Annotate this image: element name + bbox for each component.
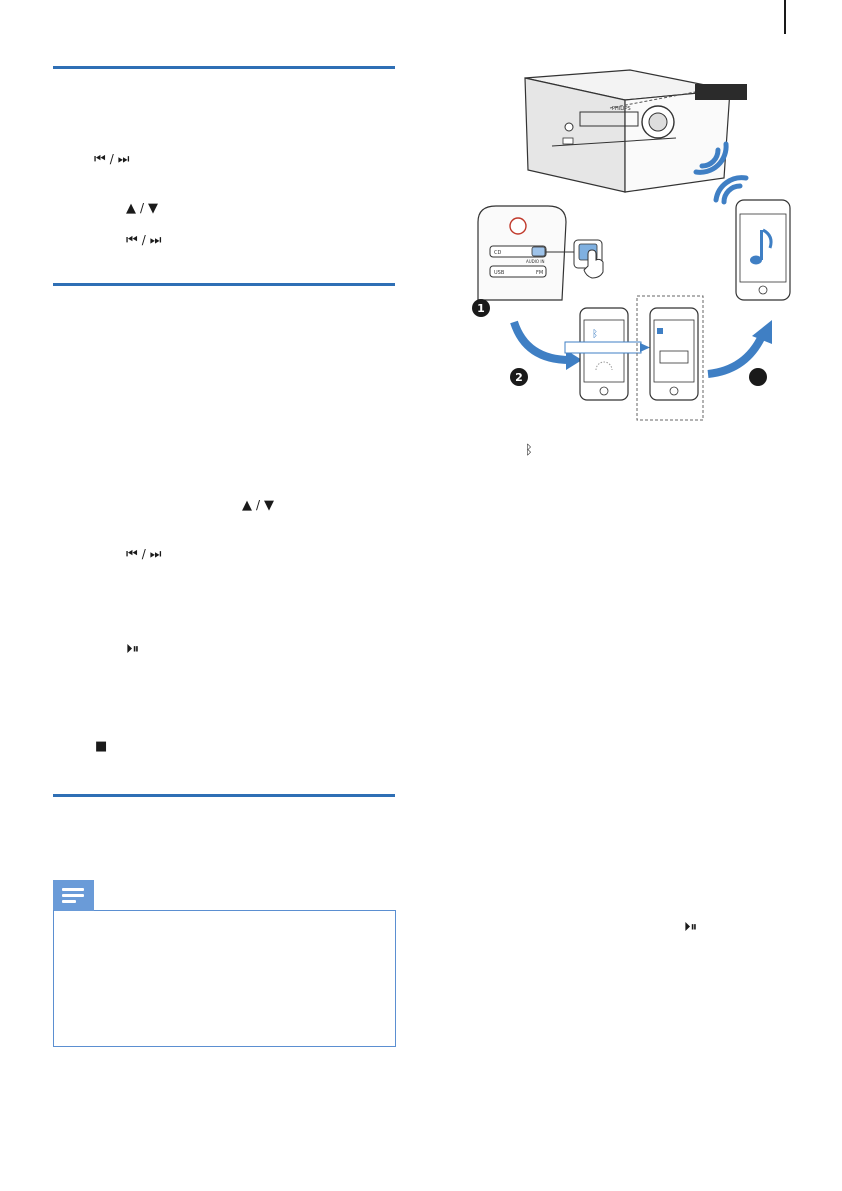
play-pause-icon: ⏵⏸ [684,920,697,935]
brand-label: PHILIPS [612,106,631,112]
stop-button [95,740,107,754]
power-icon [510,218,526,234]
skip-buttons-row-1 [94,152,129,167]
section-rule-2 [53,283,395,286]
skip-buttons-row-3 [126,547,161,562]
device-list-entry [565,342,641,353]
section-rule-1 [53,66,395,69]
bluetooth-glyph [525,444,533,458]
remote-cd-label: CD [494,250,502,256]
remote-usb-label: USB [494,270,505,276]
micro-system-unit [525,70,747,192]
bluetooth-pairing-illustration [440,60,820,440]
display-callout [695,84,747,100]
note-icon [53,880,94,911]
down-arrow-icon: ▼ [264,498,275,513]
previous-icon: ⏮ [126,233,138,248]
remote-audio-in-label: AUDIO IN [526,259,545,264]
curved-arrow-2 [708,336,762,374]
separator: / [109,152,114,166]
down-arrow-icon: ▼ [148,201,159,216]
up-arrow-icon: ▲ [126,201,136,216]
bluetooth-button-zoom [574,240,603,278]
play-pause-button-1 [126,643,139,657]
note-box [53,910,396,1047]
play-pause-button-2 [684,921,697,935]
skip-buttons-row-2 [126,233,161,248]
stop-icon: ■ [95,739,108,754]
bluetooth-icon: ᛒ [525,443,533,458]
section-rule-3 [53,794,395,797]
remote-control [478,206,574,300]
navigate-buttons-row-1 [126,201,158,216]
next-icon: ⏭ [117,152,130,167]
phone-pairing [650,308,698,400]
play-pause-icon: ⏵⏸ [126,642,139,657]
separator: / [140,201,145,215]
phone-playing-music [736,200,790,300]
previous-icon: ⏮ [94,152,106,167]
step-marker-2-label: 2 [515,371,523,384]
next-icon: ⏭ [149,547,162,562]
remote-fm-label: FM [536,270,544,276]
page-edge-mark [784,0,786,34]
step-marker-1-label: 1 [477,302,485,315]
next-icon: ⏭ [149,233,162,248]
separator: / [141,233,146,247]
navigate-buttons-row-2 [242,498,274,513]
separator: / [256,498,261,512]
up-arrow-icon: ▲ [242,498,252,513]
separator: / [141,547,146,561]
curved-arrow-1 [514,322,570,360]
bluetooth-search-icon: ᛒ [592,329,598,340]
lock-icon [657,328,663,334]
phone-searching [580,308,628,400]
previous-icon: ⏮ [126,547,138,562]
step-marker-3 [749,368,767,386]
